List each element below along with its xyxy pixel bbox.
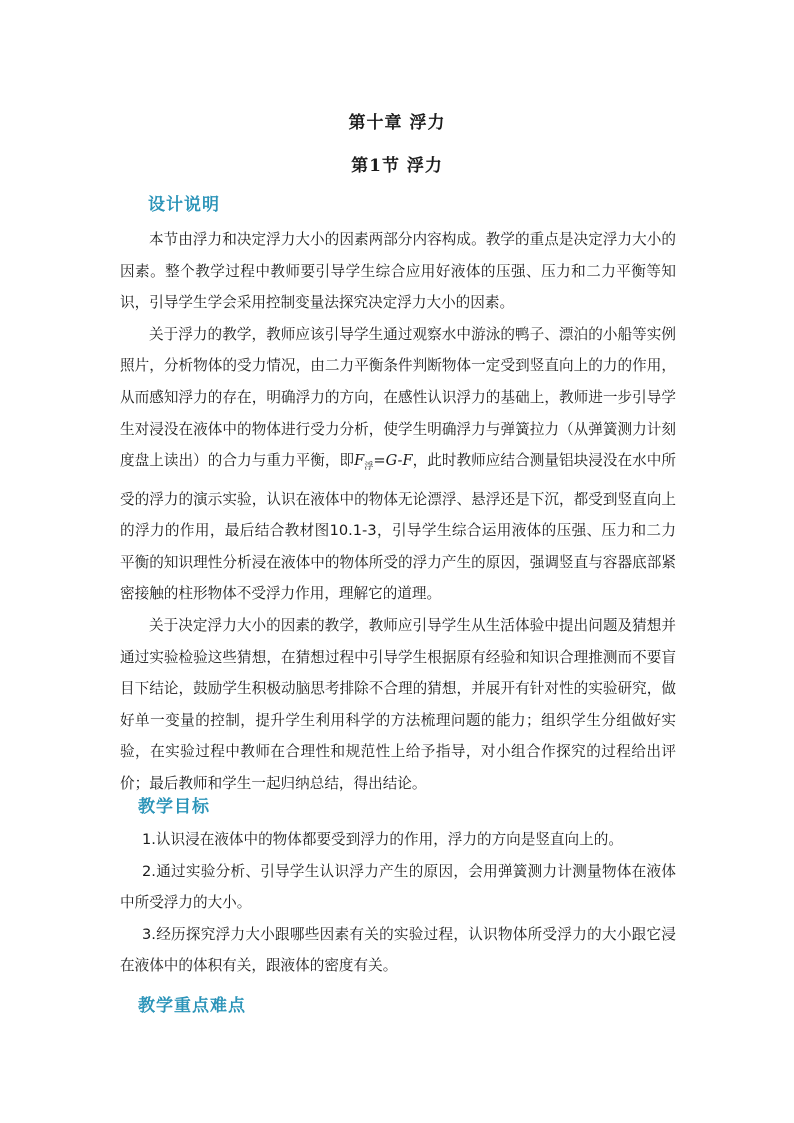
design-heading: 设计说明 bbox=[148, 195, 220, 215]
objective-item-3: 3.经历探究浮力大小跟哪些因素有关的实验过程，认识物体所受浮力的大小跟它浸在液体中的体积有关，跟液体的密度有关。 bbox=[120, 925, 676, 975]
objectives-list bbox=[120, 824, 676, 982]
design-paragraph-2-text: 关于浮力的教学，教师应该引导学生通过观察水中游泳的鸭子、漂泊的小船等实例照片，分析物体的受力情况，由二力平衡条件判断物体一定受到竖直向上的力的作用，从而感知浮力的存在，明确浮力的方向，在感性认识浮力的基础上，教师进一步引导学生对浸没在液体中的物体进行受力分析，使学生明确浮力与弹簧拉力（从弹簧测力计刻度盘上读出）的合力与重力平衡，即 bbox=[120, 325, 676, 470]
formula-f: F bbox=[354, 452, 365, 470]
section-title: 第1节 浮力 bbox=[351, 156, 443, 176]
objectives-heading: 教学目标 bbox=[138, 797, 210, 817]
design-body bbox=[120, 224, 676, 800]
objective-item-1: 1.认识浸在液体中的物体都要受到浮力的作用，浮力的方向是竖直向上的。 bbox=[142, 831, 623, 848]
design-paragraph-1: 本节由浮力和决定浮力大小的因素两部分内容构成。教学的重点是决定浮力大小的因素。整个教学过程中教师要引导学生综合应用好液体的压强、压力和二力平衡等知识，引导学生学会采用控制变量法探究决定浮力大小的因素。 bbox=[120, 231, 676, 312]
design-paragraph-2 bbox=[120, 319, 676, 610]
chapter-title: 第十章 浮力 bbox=[348, 113, 446, 133]
formula-subscript: 浮 bbox=[364, 462, 374, 473]
design-paragraph-2-continued: ，此时教师应结合测量铝块浸没在水中所受的浮力的演示实验，认识在液体中的物体无论漂浮、悬浮还是下沉，都受到竖直向上的浮力的作用，最后结合教材图10.1-3，引导学生综合运用液体的压强、压力和二力平衡的知识理性分析浸在液体中的物体所受的浮力产生的原因，强调竖直与容器底部紧密接触的柱形物体不受浮力作用，理解它的道理。 bbox=[120, 452, 676, 603]
buoyancy-formula bbox=[354, 452, 413, 473]
key-points-heading: 教学重点难点 bbox=[138, 996, 246, 1016]
formula-rest: =G-F bbox=[373, 452, 413, 470]
design-paragraph-3: 关于决定浮力大小的因素的教学，教师应引导学生从生活体验中提出问题及猜想并通过实验检验这些猜想，在猜想过程中引导学生根据原有经验和知识合理推测而不要盲目下结论，鼓励学生积极动脑思考排除不合理的猜想，并展开有针对性的实验研究，做好单一变量的控制，提升学生利用科学的方法梳理问题的能力；组织学生分组做好实验，在实验过程中教师在合理性和规范性上给予指导，对小组合作探究的过程给出评价；最后教师和学生一起归纳总结，得出结论。 bbox=[120, 617, 676, 792]
objective-item-2: 2.通过实验分析、引导学生认识浮力产生的原因，会用弹簧测力计测量物体在液体中所受浮力的大小。 bbox=[120, 862, 676, 912]
